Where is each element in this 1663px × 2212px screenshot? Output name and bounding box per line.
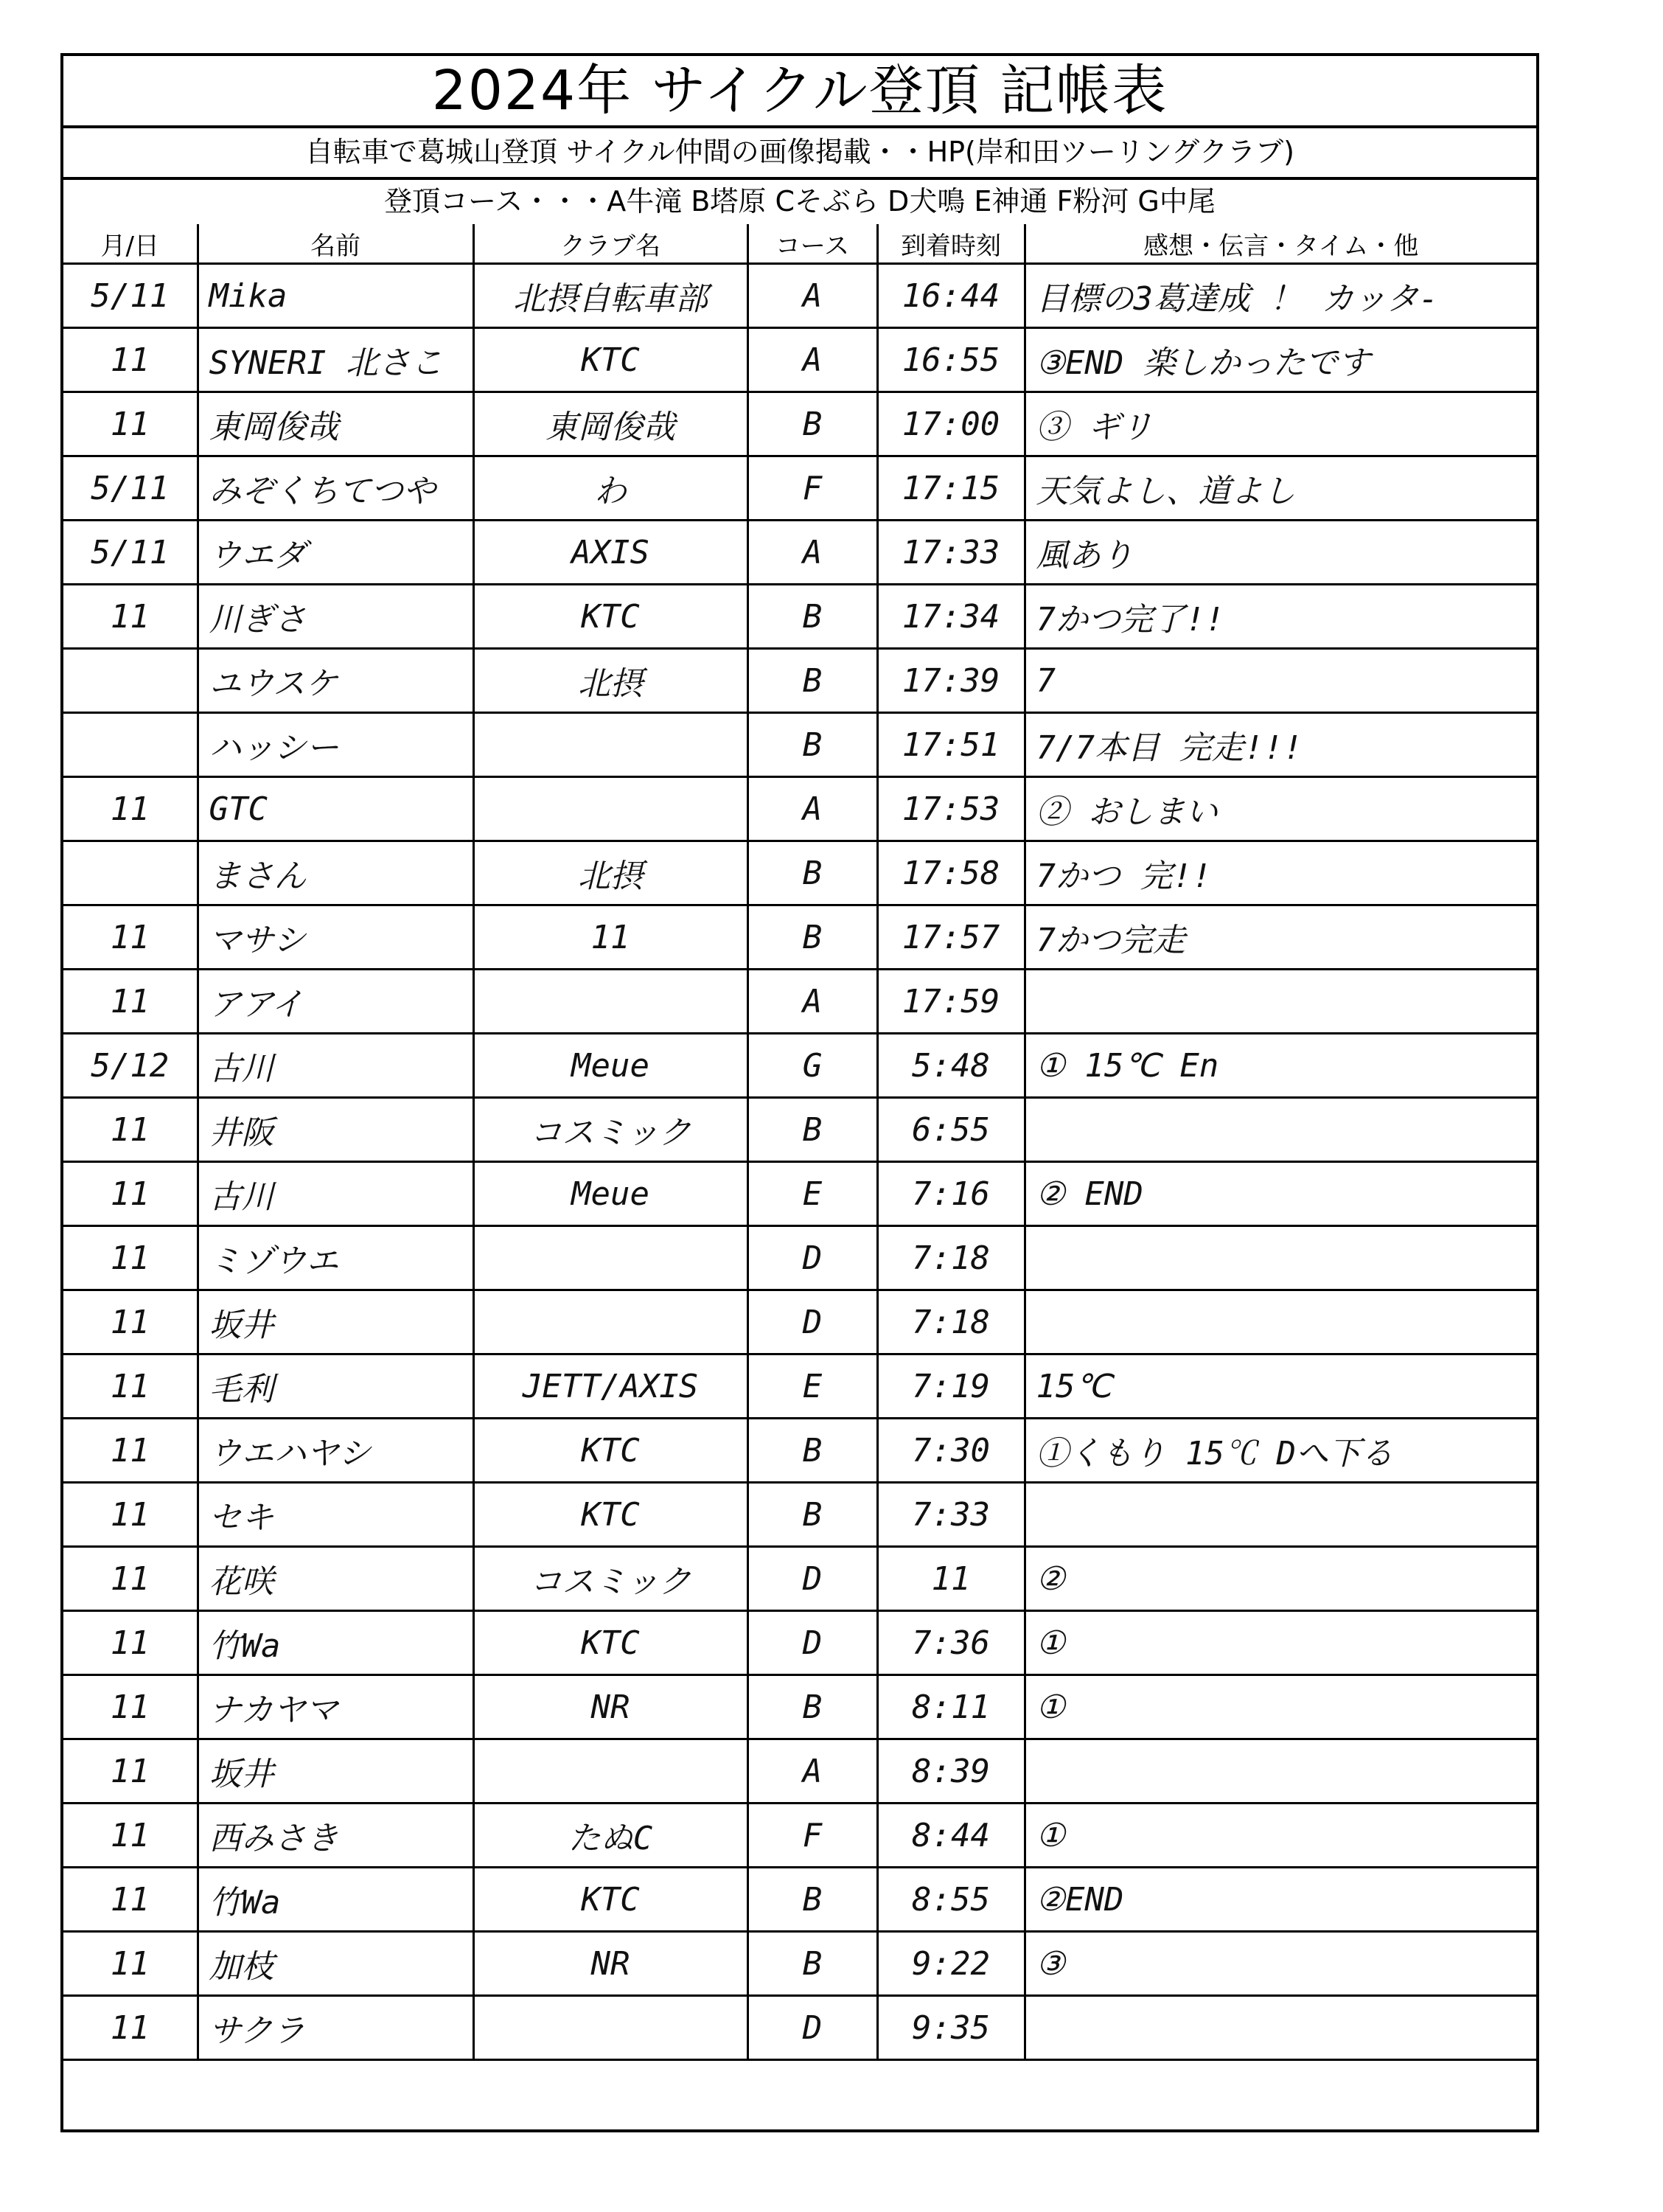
course-legend: 登頂コース・・・A牛滝 B塔原 Cそぶら D犬鳴 E神通 F粉河 G中尾 xyxy=(384,185,1216,218)
course-cell: B xyxy=(747,1419,877,1483)
header-row xyxy=(63,224,1536,264)
table-row xyxy=(63,328,1536,392)
date-cell: 11 xyxy=(63,1675,198,1739)
course-cell: D xyxy=(747,1996,877,2060)
date-cell: 11 xyxy=(63,1868,198,1932)
name-cell: ミゾウエ xyxy=(198,1226,473,1290)
col-header-date: 月/日 xyxy=(63,224,198,264)
date-cell: 5/11 xyxy=(63,264,198,328)
table-row xyxy=(63,264,1536,328)
col-header-note: 感想・伝言・タイム・他 xyxy=(1025,224,1536,264)
note-cell: 風あり xyxy=(1025,521,1536,585)
table-row xyxy=(63,585,1536,649)
col-header-club: クラブ名 xyxy=(473,224,747,264)
name-cell: ウエダ xyxy=(198,521,473,585)
time-cell: 7:18 xyxy=(877,1290,1025,1354)
course-cell: A xyxy=(747,264,877,328)
note-cell: 目標の3葛達成 ！ カッタ- xyxy=(1025,264,1536,328)
name-cell: 毛利 xyxy=(198,1354,473,1419)
note-cell: 7かつ完走 xyxy=(1025,905,1536,970)
course-cell: B xyxy=(747,1483,877,1547)
time-cell: 17:58 xyxy=(877,841,1025,905)
name-cell: 竹Wa xyxy=(198,1611,473,1675)
club-cell: 北摂自転車部 xyxy=(473,264,747,328)
note-cell: 7かつ 完!! xyxy=(1025,841,1536,905)
date-cell: 11 xyxy=(63,970,198,1034)
date-cell: 11 xyxy=(63,1739,198,1804)
table-row xyxy=(63,1162,1536,1226)
course-cell: F xyxy=(747,456,877,521)
club-cell xyxy=(473,777,747,841)
note-cell: ① xyxy=(1025,1675,1536,1739)
table-row xyxy=(63,1932,1536,1996)
date-cell: 11 xyxy=(63,1804,198,1868)
name-cell: ユウスケ xyxy=(198,649,473,713)
name-cell: 井阪 xyxy=(198,1098,473,1162)
table-row xyxy=(63,1419,1536,1483)
club-cell: 東岡俊哉 xyxy=(473,392,747,456)
name-cell: 古川 xyxy=(198,1162,473,1226)
club-cell: Meue xyxy=(473,1034,747,1098)
note-cell xyxy=(1025,1739,1536,1804)
table-row xyxy=(63,1996,1536,2060)
name-cell: サクラ xyxy=(198,1996,473,2060)
course-cell: E xyxy=(747,1354,877,1419)
time-cell: 11 xyxy=(877,1547,1025,1611)
table-row xyxy=(63,456,1536,521)
name-cell: セキ xyxy=(198,1483,473,1547)
time-cell: 17:39 xyxy=(877,649,1025,713)
table-row xyxy=(63,905,1536,970)
name-cell: GTC xyxy=(198,777,473,841)
table-row xyxy=(63,1739,1536,1804)
note-cell xyxy=(1025,1226,1536,1290)
log-sheet xyxy=(60,53,1539,2132)
note-cell: 7かつ完了!! xyxy=(1025,585,1536,649)
time-cell: 9:35 xyxy=(877,1996,1025,2060)
date-cell: 5/11 xyxy=(63,521,198,585)
club-cell: たぬC xyxy=(473,1804,747,1868)
course-cell: D xyxy=(747,1611,877,1675)
time-cell: 7:19 xyxy=(877,1354,1025,1419)
time-cell: 16:55 xyxy=(877,328,1025,392)
table-row xyxy=(63,1034,1536,1098)
date-cell: 11 xyxy=(63,1290,198,1354)
date-cell: 11 xyxy=(63,1932,198,1996)
time-cell: 7:33 xyxy=(877,1483,1025,1547)
name-cell: みぞくちてつや xyxy=(198,456,473,521)
course-cell: B xyxy=(747,649,877,713)
table-row xyxy=(63,1354,1536,1419)
time-cell: 9:22 xyxy=(877,1932,1025,1996)
time-cell: 17:33 xyxy=(877,521,1025,585)
course-cell: B xyxy=(747,841,877,905)
time-cell: 17:53 xyxy=(877,777,1025,841)
course-cell: A xyxy=(747,521,877,585)
date-cell xyxy=(63,841,198,905)
date-cell: 11 xyxy=(63,1483,198,1547)
name-cell: 坂井 xyxy=(198,1739,473,1804)
table-row xyxy=(63,1290,1536,1354)
club-cell: NR xyxy=(473,1932,747,1996)
club-cell: KTC xyxy=(473,1868,747,1932)
course-cell: A xyxy=(747,328,877,392)
name-cell: Mika xyxy=(198,264,473,328)
note-cell: ②END xyxy=(1025,1868,1536,1932)
club-cell: わ xyxy=(473,456,747,521)
name-cell: 加枝 xyxy=(198,1932,473,1996)
date-cell xyxy=(63,649,198,713)
name-cell: マサシ xyxy=(198,905,473,970)
date-cell: 11 xyxy=(63,392,198,456)
time-cell: 7:36 xyxy=(877,1611,1025,1675)
club-cell: KTC xyxy=(473,328,747,392)
course-cell: B xyxy=(747,585,877,649)
sheet-title: 2024年 サイクル登頂 記帳表 xyxy=(63,56,1536,128)
date-cell: 11 xyxy=(63,1996,198,2060)
time-cell: 7:18 xyxy=(877,1226,1025,1290)
table-row xyxy=(63,1675,1536,1739)
course-cell: D xyxy=(747,1290,877,1354)
date-cell: 11 xyxy=(63,1162,198,1226)
name-cell: ナカヤマ xyxy=(198,1675,473,1739)
table-row xyxy=(63,1226,1536,1290)
name-cell: アアイ xyxy=(198,970,473,1034)
club-cell xyxy=(473,970,747,1034)
course-cell: F xyxy=(747,1804,877,1868)
time-cell: 5:48 xyxy=(877,1034,1025,1098)
time-cell: 17:34 xyxy=(877,585,1025,649)
name-cell: 竹Wa xyxy=(198,1868,473,1932)
club-cell xyxy=(473,1739,747,1804)
note-cell: ① 15℃ En xyxy=(1025,1034,1536,1098)
note-cell: ①くもり 15℃ Dへ下る xyxy=(1025,1419,1536,1483)
club-cell: KTC xyxy=(473,1611,747,1675)
note-cell: ③ xyxy=(1025,1932,1536,1996)
name-cell: 川ぎさ xyxy=(198,585,473,649)
name-cell: 古川 xyxy=(198,1034,473,1098)
table-row xyxy=(63,841,1536,905)
date-cell: 5/12 xyxy=(63,1034,198,1098)
club-cell: NR xyxy=(473,1675,747,1739)
course-cell: B xyxy=(747,1868,877,1932)
col-header-time: 到着時刻 xyxy=(877,224,1025,264)
club-cell: KTC xyxy=(473,1419,747,1483)
course-cell: A xyxy=(747,970,877,1034)
note-cell: ③END 楽しかったです xyxy=(1025,328,1536,392)
course-cell: E xyxy=(747,1162,877,1226)
table-row xyxy=(63,521,1536,585)
club-cell: AXIS xyxy=(473,521,747,585)
time-cell: 16:44 xyxy=(877,264,1025,328)
club-cell: KTC xyxy=(473,585,747,649)
name-cell: まさん xyxy=(198,841,473,905)
date-cell: 5/11 xyxy=(63,456,198,521)
time-cell: 17:51 xyxy=(877,713,1025,777)
date-cell: 11 xyxy=(63,905,198,970)
course-cell: B xyxy=(747,905,877,970)
name-cell: 東岡俊哉 xyxy=(198,392,473,456)
note-cell xyxy=(1025,1098,1536,1162)
table-row xyxy=(63,1483,1536,1547)
club-cell xyxy=(473,1996,747,2060)
time-cell: 8:11 xyxy=(877,1675,1025,1739)
table-row xyxy=(63,1868,1536,1932)
note-cell xyxy=(1025,1996,1536,2060)
time-cell: 7:16 xyxy=(877,1162,1025,1226)
club-cell: コスミック xyxy=(473,1547,747,1611)
club-cell xyxy=(473,1226,747,1290)
name-cell: 坂井 xyxy=(198,1290,473,1354)
course-cell: B xyxy=(747,713,877,777)
date-cell xyxy=(63,713,198,777)
sheet-subtitle: 自転車で葛城山登頂 サイクル仲間の画像掲載・・HP(岸和田ツーリングクラブ) xyxy=(63,125,1536,180)
course-cell: B xyxy=(747,392,877,456)
table-row xyxy=(63,392,1536,456)
table-row xyxy=(63,777,1536,841)
club-cell: JETT/AXIS xyxy=(473,1354,747,1419)
name-cell: 西みさき xyxy=(198,1804,473,1868)
club-cell xyxy=(473,1290,747,1354)
note-cell xyxy=(1025,1483,1536,1547)
club-cell xyxy=(473,713,747,777)
note-cell: ① xyxy=(1025,1804,1536,1868)
note-cell xyxy=(1025,970,1536,1034)
note-cell: 天気よし、道よし xyxy=(1025,456,1536,521)
table-row xyxy=(63,1098,1536,1162)
course-cell: D xyxy=(747,1547,877,1611)
time-cell: 8:39 xyxy=(877,1739,1025,1804)
time-cell: 8:44 xyxy=(877,1804,1025,1868)
table-row xyxy=(63,1611,1536,1675)
note-cell: 7/7本目 完走!!! xyxy=(1025,713,1536,777)
course-cell: A xyxy=(747,1739,877,1804)
course-cell: B xyxy=(747,1098,877,1162)
note-cell: ② xyxy=(1025,1547,1536,1611)
name-cell: SYNERI 北さこ xyxy=(198,328,473,392)
note-cell: ② END xyxy=(1025,1162,1536,1226)
club-cell: 北摂 xyxy=(473,841,747,905)
time-cell: 7:30 xyxy=(877,1419,1025,1483)
date-cell: 11 xyxy=(63,1098,198,1162)
date-cell: 11 xyxy=(63,1419,198,1483)
club-cell: コスミック xyxy=(473,1098,747,1162)
table-row xyxy=(63,649,1536,713)
time-cell: 6:55 xyxy=(877,1098,1025,1162)
note-cell xyxy=(1025,1290,1536,1354)
time-cell: 17:00 xyxy=(877,392,1025,456)
name-cell: ウエハヤシ xyxy=(198,1419,473,1483)
time-cell: 17:57 xyxy=(877,905,1025,970)
date-cell: 11 xyxy=(63,777,198,841)
time-cell: 8:55 xyxy=(877,1868,1025,1932)
date-cell: 11 xyxy=(63,328,198,392)
club-cell: 北摂 xyxy=(473,649,747,713)
date-cell: 11 xyxy=(63,585,198,649)
note-cell: ② おしまい xyxy=(1025,777,1536,841)
date-cell: 11 xyxy=(63,1226,198,1290)
table-row xyxy=(63,713,1536,777)
time-cell: 17:59 xyxy=(877,970,1025,1034)
note-cell: ③ ギリ xyxy=(1025,392,1536,456)
date-cell: 11 xyxy=(63,1354,198,1419)
course-cell: B xyxy=(747,1675,877,1739)
club-cell: Meue xyxy=(473,1162,747,1226)
table-row xyxy=(63,1547,1536,1611)
date-cell: 11 xyxy=(63,1547,198,1611)
note-cell: ① xyxy=(1025,1611,1536,1675)
club-cell: 11 xyxy=(473,905,747,970)
table-row xyxy=(63,970,1536,1034)
col-header-course: コース xyxy=(747,224,877,264)
date-cell: 11 xyxy=(63,1611,198,1675)
col-header-name: 名前 xyxy=(198,224,473,264)
course-cell: D xyxy=(747,1226,877,1290)
course-cell: B xyxy=(747,1932,877,1996)
course-cell: G xyxy=(747,1034,877,1098)
note-cell: 15℃ xyxy=(1025,1354,1536,1419)
time-cell: 17:15 xyxy=(877,456,1025,521)
name-cell: ハッシー xyxy=(198,713,473,777)
course-cell: A xyxy=(747,777,877,841)
name-cell: 花咲 xyxy=(198,1547,473,1611)
note-cell: 7 xyxy=(1025,649,1536,713)
log-table xyxy=(63,224,1536,2061)
table-row xyxy=(63,1804,1536,1868)
club-cell: KTC xyxy=(473,1483,747,1547)
